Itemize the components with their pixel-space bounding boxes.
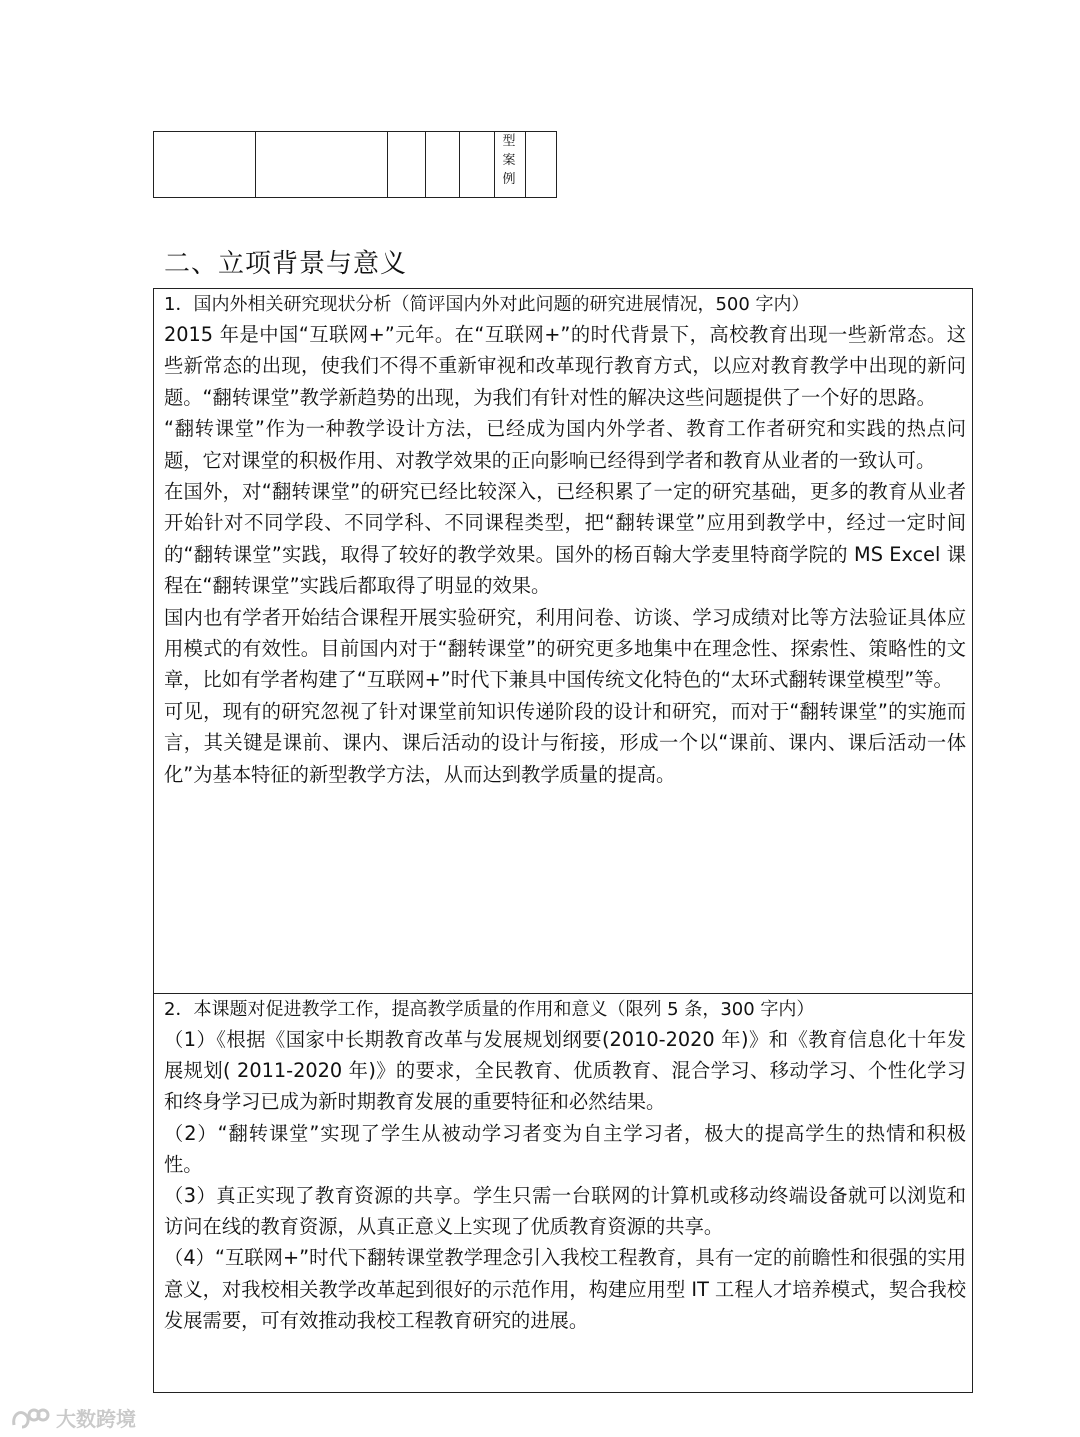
paragraph: 国内也有学者开始结合课程开展实验研究，利用问卷、访谈、学习成绩对比等方法验证具体应用模式的有效性。目前国内对于“翻转课堂”的研究更多地集中在理念性、探索性、策略性的文章，比如有学者构建了“互联网+”时代下兼具中国传统文化特色的“太环式翻转课堂模型”等。 [164,605,966,692]
table-divider [255,132,256,197]
paragraph: （2）“翻转课堂”实现了学生从被动学习者变为自主学习者，极大的提高学生的热情和积极性。 [164,1121,966,1176]
brand-logo-icon [10,1405,50,1431]
section-heading: 二、立项背景与意义 [164,249,408,279]
table-divider [459,132,460,197]
research-status-box [153,288,973,994]
significance-box [153,993,973,1393]
paragraph: 在国外，对“翻转课堂”的研究已经比较深入，已经积累了一定的研究基础，更多的教育从业者开始针对不同学段、不同学科、不同课程类型，把“翻转课堂”应用到教学中，经过一定时间的“翻转课堂”实践，取得了较好的教学效果。国外的杨百翰大学麦里特商学院的 MS Excel 课程在“翻转课堂”实践后都取得了明显的效果。 [164,480,966,598]
table-divider [525,132,526,197]
table-vertical-text [494,132,524,189]
paragraph: （1）《根据《国家中长期教育改革与发展规划纲要(2010-2020 年)》和《教育信息化十年发展规划( 2011-2020 年)》的要求，全民教育、优质教育、混合学习、移动学习、个性化学习和终身学习已成为新时期教育发展的重要特征和必然结果。 [164,1028,966,1114]
vertical-char: 案 [502,153,516,168]
paragraph: （3）真正实现了教育资源的共享。学生只需一台联网的计算机或移动终端设备就可以浏览和访问在线的教育资源，从真正意义上实现了优质教育资源的共享。 [164,1184,966,1239]
paragraph: “翻转课堂”作为一种教学设计方法，已经成为国内外学者、教育工作者研究和实践的热点问题，它对课堂的积极作用、对教学效果的正向影响已经得到学者和教育从业者的一致认可。 [164,417,966,472]
box-title: 2．本课题对促进教学工作，提高教学质量的作用和意义（限列 5 条，300 字内） [164,999,815,1020]
paragraph: （4）“互联网+”时代下翻转课堂教学理念引入我校工程教育，具有一定的前瞻性和很强的实用意义，对我校相关教学改革起到很好的示范作用，构建应用型 IT 工程人才培养模式，契合我校发展需要，可有效推动我校工程教育研究的进展。 [164,1246,966,1332]
watermark-text: 大数跨境 [56,1407,136,1431]
table-divider [387,132,388,197]
box-title: 1．国内外相关研究现状分析（简评国内外对此问题的研究进展情况，500 字内） [164,294,810,315]
vertical-char: 型 [502,134,516,149]
paragraph: 2015 年是中国“互联网+”元年。在“互联网+”的时代背景下，高校教育出现一些新常态。这些新常态的出现，使我们不得不重新审视和改革现行教育方式，以应对教育教学中出现的新问题。“翻转课堂”教学新趋势的出现，为我们有针对性的解决这些问题提供了一个好的思路。 [164,323,966,409]
table-divider [425,132,426,197]
vertical-char: 例 [502,172,516,187]
watermark [10,1403,136,1432]
paragraph: 可见，现有的研究忽视了针对课堂前知识传递阶段的设计和研究，而对于“翻转课堂”的实施而言，其关键是课前、课内、课后活动的设计与衔接，形成一个以“课前、课内、课后活动一体化”为基本特征的新型教学方法，从而达到教学质量的提高。 [164,699,966,786]
